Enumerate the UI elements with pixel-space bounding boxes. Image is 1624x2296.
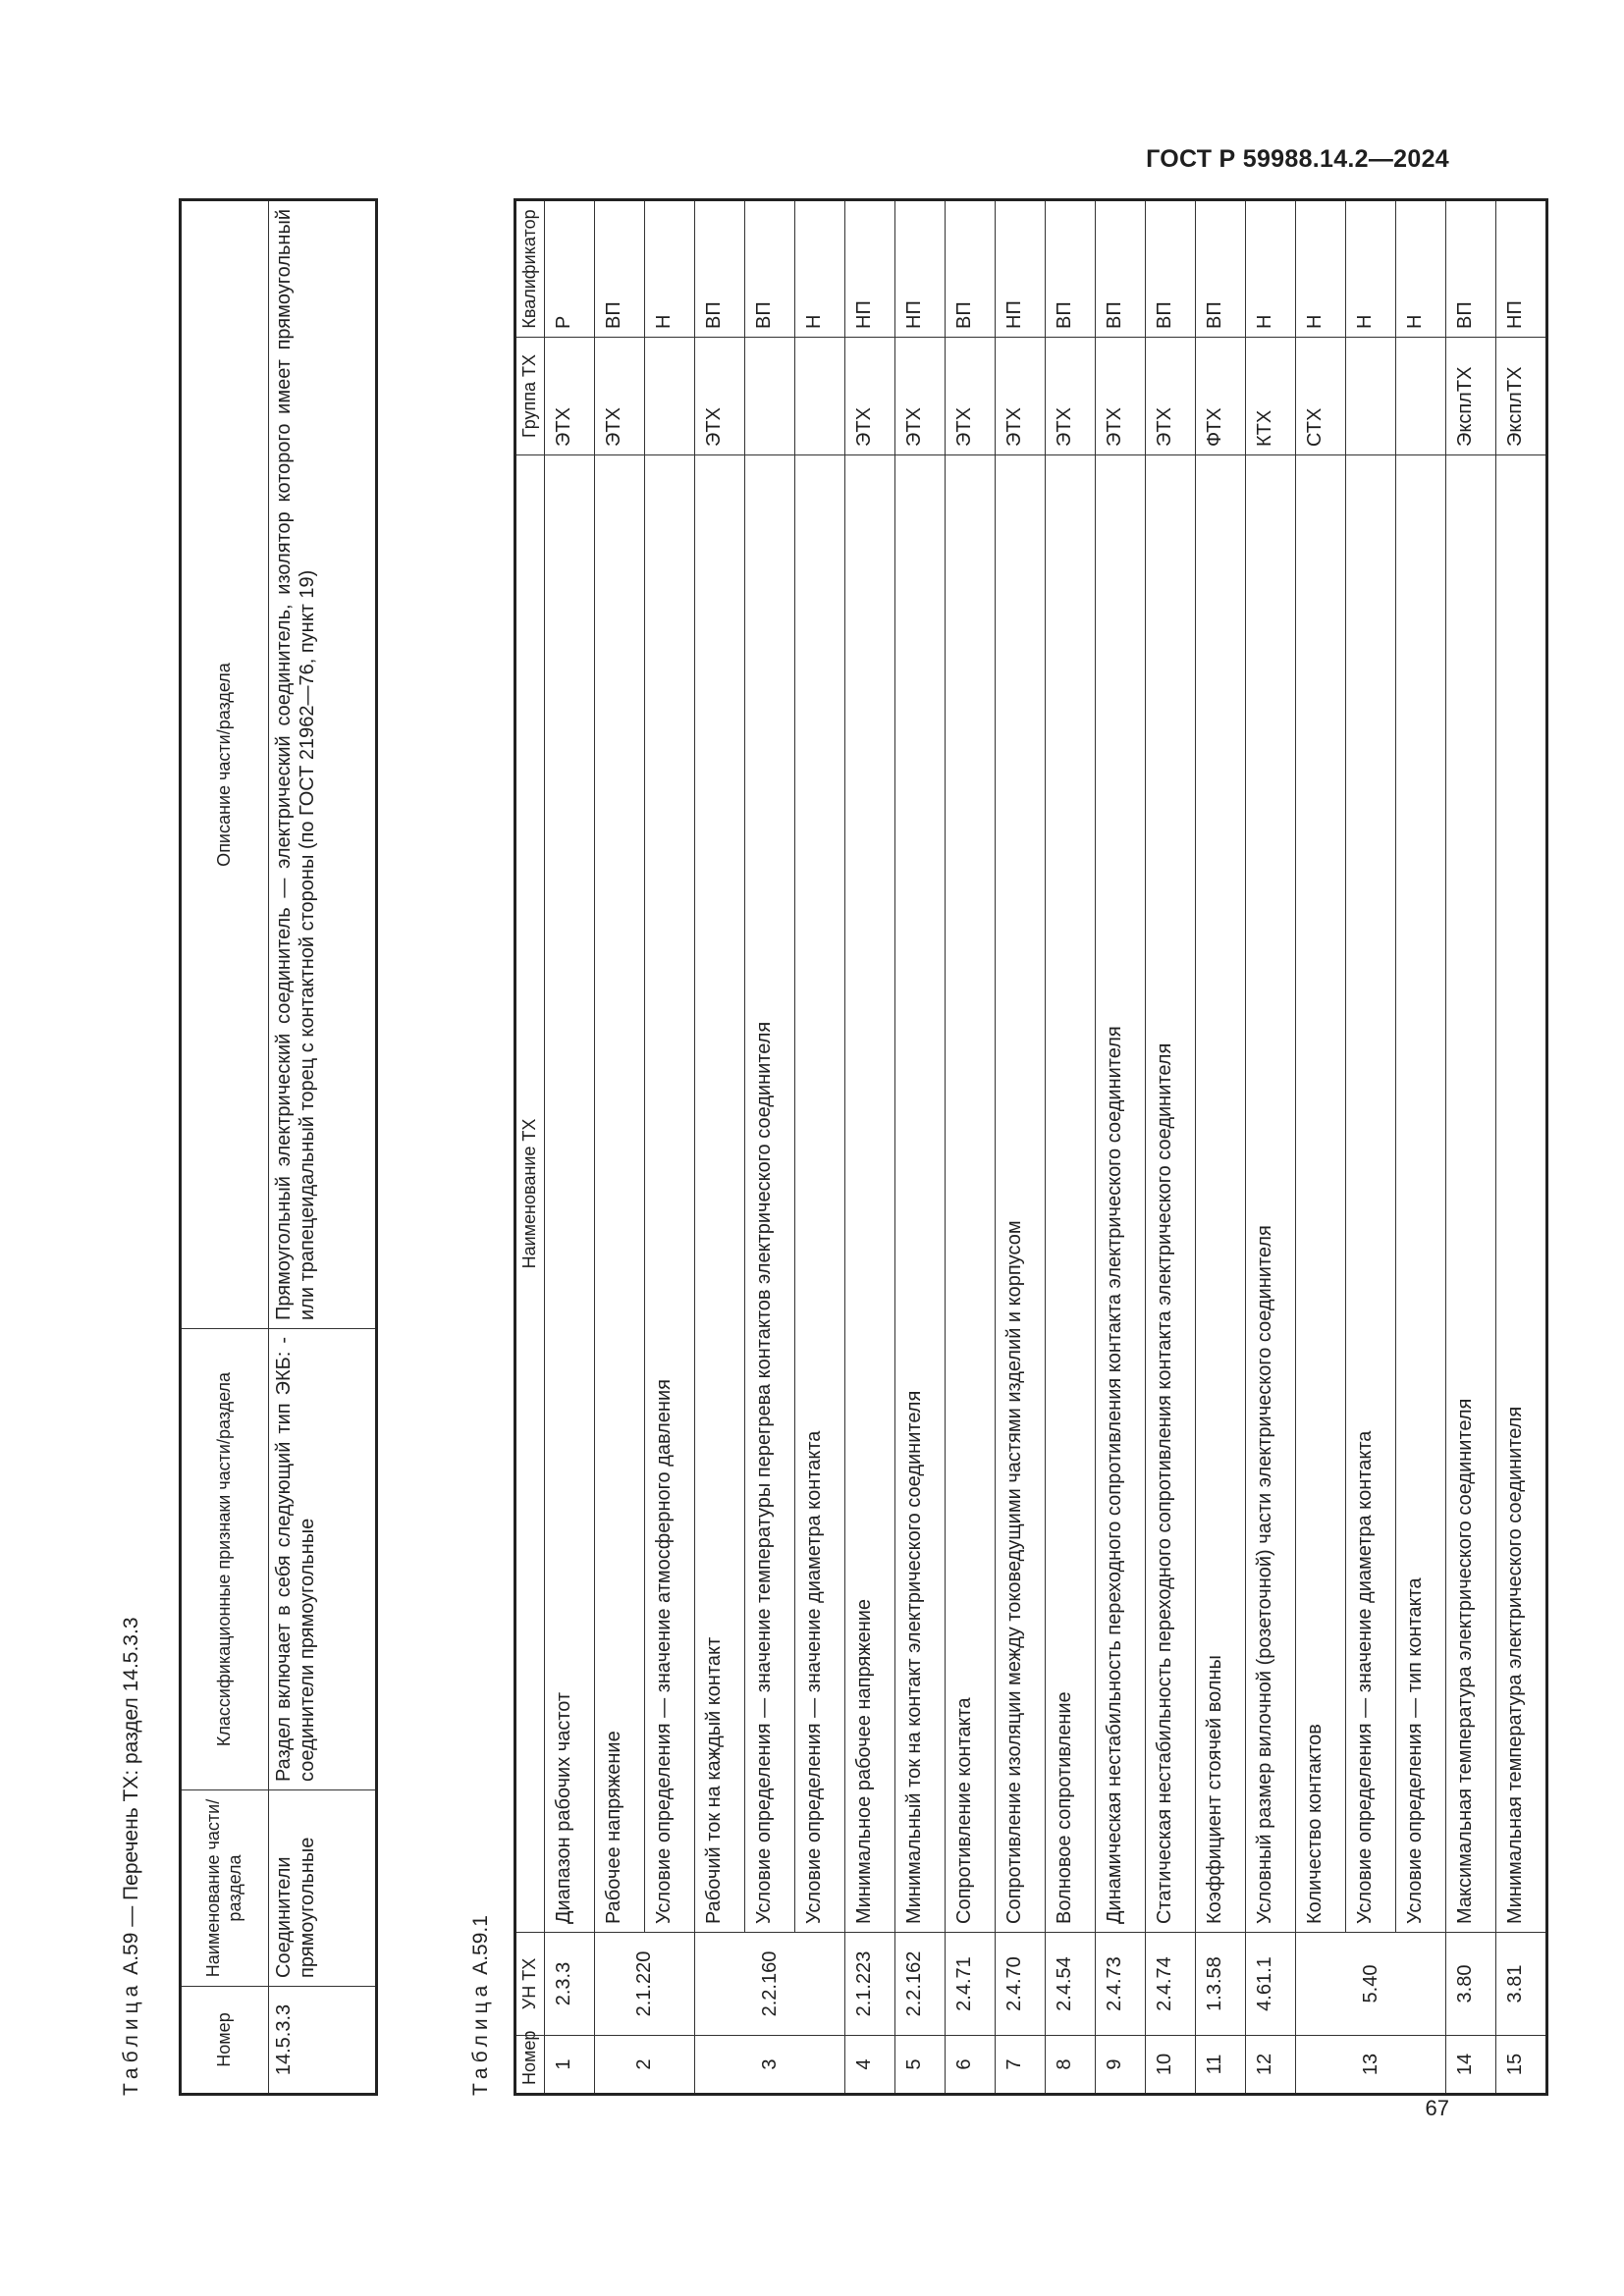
row-name: Коэффициент стоячей волны (1195, 455, 1245, 1933)
row-group (744, 338, 794, 455)
table-row (794, 200, 844, 2095)
row-code: 2.2.160 (694, 1933, 844, 2036)
row-number: 2 (594, 2036, 694, 2095)
row-group: ЭТХ (544, 338, 594, 455)
row-name: Максимальная температура электрического соединителя (1445, 455, 1495, 1933)
row-number: 13 (1295, 2036, 1445, 2095)
table-row (1145, 200, 1195, 2095)
row-group (1345, 338, 1395, 455)
row-number: 10 (1145, 2036, 1195, 2095)
row-number: 4 (844, 2036, 894, 2095)
row-qualifier: ВП (694, 200, 744, 338)
table-row (544, 200, 594, 2095)
page-number: 67 (1425, 2096, 1449, 2120)
table-a59 (179, 198, 378, 2096)
table-row (995, 200, 1045, 2095)
cell-description: Прямоугольный электрический соединитель — электрический соединитель, изолятор которого имеет прямоугольный или трапецеидальный торец с контактной стороны (по ГОСТ 21962—76, пункт 19) (269, 200, 377, 1329)
row-group: ФТХ (1195, 338, 1245, 455)
row-qualifier: Н (1245, 200, 1295, 338)
row-qualifier: Н (794, 200, 844, 338)
row-qualifier: Н (1345, 200, 1395, 338)
row-number: 11 (1195, 2036, 1245, 2095)
table-row (744, 200, 794, 2095)
row-number: 9 (1095, 2036, 1145, 2095)
row-name: Количество контактов (1295, 455, 1345, 1933)
table-row (1495, 200, 1546, 2095)
row-group: ЭТХ (1045, 338, 1095, 455)
row-group: КТХ (1245, 338, 1295, 455)
row-group: ЭксплТХ (1495, 338, 1546, 455)
row-number: 7 (995, 2036, 1045, 2095)
caption-prefix: Таблица (120, 1980, 142, 2096)
row-group: ЭТХ (1095, 338, 1145, 455)
row-group: ЭТХ (844, 338, 894, 455)
row-name: Минимальный ток на контакт электрического соединителя (894, 455, 945, 1933)
row-name: Условие определения — значение диаметра контакта (1345, 455, 1395, 1933)
table-row (1445, 200, 1495, 2095)
row-group (644, 338, 694, 455)
table-row (694, 200, 744, 2095)
table-row (1395, 200, 1445, 2095)
header-number: Номер (181, 1987, 269, 2095)
row-number: 14 (1445, 2036, 1495, 2095)
row-name: Условный размер вилочной (розеточной) части электрического соединителя (1245, 455, 1295, 1933)
row-qualifier: ВП (1445, 200, 1495, 338)
table-a59-1-header-row (515, 200, 545, 2095)
row-name: Минимальная температура электрического соединителя (1495, 455, 1546, 1933)
row-name: Рабочее напряжение (594, 455, 644, 1933)
row-name: Статическая нестабильность переходного сопротивления контакта электрического соединителя (1145, 455, 1195, 1933)
row-code: 2.2.162 (894, 1933, 945, 2036)
header-number: Номер (515, 2036, 545, 2095)
row-code: 4.61.1 (1245, 1933, 1295, 2036)
row-name: Сопротивление изоляции между токоведущими частями изделий и корпусом (995, 455, 1045, 1933)
row-code: 2.4.73 (1095, 1933, 1145, 2036)
row-group: ЭТХ (694, 338, 744, 455)
row-name: Условие определения — тип контакта (1395, 455, 1445, 1933)
row-code: 5.40 (1295, 1933, 1445, 2036)
row-qualifier: Н (1295, 200, 1345, 338)
row-group: ЭТХ (995, 338, 1045, 455)
row-qualifier: ВП (1195, 200, 1245, 338)
row-number: 6 (945, 2036, 995, 2095)
table-a59-row (269, 200, 377, 2095)
row-group: СТХ (1295, 338, 1345, 455)
row-number: 15 (1495, 2036, 1546, 2095)
row-group (794, 338, 844, 455)
row-name: Рабочий ток на каждый контакт (694, 455, 744, 1933)
row-number: 5 (894, 2036, 945, 2095)
table-row (1245, 200, 1295, 2095)
row-qualifier: НП (1495, 200, 1546, 338)
row-name: Волновое сопротивление (1045, 455, 1095, 1933)
row-qualifier: Н (644, 200, 694, 338)
row-qualifier: НП (894, 200, 945, 338)
cell-number: 14.5.3.3 (269, 1987, 377, 2095)
row-qualifier: НП (995, 200, 1045, 338)
standard-header: ГОСТ Р 59988.14.2—2024 (1146, 145, 1449, 173)
row-qualifier: ВП (1145, 200, 1195, 338)
row-group: ЭТХ (594, 338, 644, 455)
row-number: 12 (1245, 2036, 1295, 2095)
row-code: 1.3.58 (1195, 1933, 1245, 2036)
header-features: Классификационные признаки части/раздела (181, 1329, 269, 1790)
caption-text: А.59.1 (469, 1915, 492, 1975)
row-group (1395, 338, 1445, 455)
row-qualifier: Н (1395, 200, 1445, 338)
caption-prefix: Таблица (469, 1980, 492, 2096)
row-name: Диапазон рабочих частот (544, 455, 594, 1933)
table-row (844, 200, 894, 2095)
row-name: Условие определения — значение температуры перегрева контактов электрического соединителя (744, 455, 794, 1933)
header-description: Описание части/раздела (181, 200, 269, 1329)
table-a59-header-row (181, 200, 269, 2095)
rotated-page-content (108, 201, 1526, 2096)
header-name: Наименование ТХ (515, 455, 545, 1933)
row-code: 2.4.71 (945, 1933, 995, 2036)
table-row (644, 200, 694, 2095)
cell-features: Раздел включает в себя следующий тип ЭКБ: - соединители прямоугольные (269, 1329, 377, 1790)
row-code: 2.4.74 (1145, 1933, 1195, 2036)
row-name: Сопротивление контакта (945, 455, 995, 1933)
row-group: ЭТХ (894, 338, 945, 455)
table-row (945, 200, 995, 2095)
table-a59-caption (120, 1618, 143, 2097)
row-qualifier: НП (844, 200, 894, 338)
table-row (1295, 200, 1345, 2095)
row-qualifier: Р (544, 200, 594, 338)
header-part-name: Наименование части/раздела (181, 1790, 269, 1987)
row-name: Условие определения — значение диаметра контакта (794, 455, 844, 1933)
row-group: ЭТХ (945, 338, 995, 455)
table-a59-1-caption (469, 1915, 493, 2096)
table-row (594, 200, 644, 2095)
row-code: 2.1.223 (844, 1933, 894, 2036)
row-qualifier: ВП (1045, 200, 1095, 338)
row-number: 1 (544, 2036, 594, 2095)
row-qualifier: ВП (744, 200, 794, 338)
row-qualifier: ВП (945, 200, 995, 338)
row-qualifier: ВП (594, 200, 644, 338)
cell-part-name: Соединители прямоугольные (269, 1790, 377, 1987)
row-code: 2.4.70 (995, 1933, 1045, 2036)
row-group: ЭксплТХ (1445, 338, 1495, 455)
row-code: 2.1.220 (594, 1933, 694, 2036)
table-row (894, 200, 945, 2095)
table-row (1345, 200, 1395, 2095)
row-name: Динамическая нестабильность переходного сопротивления контакта электрического соединителя (1095, 455, 1145, 1933)
row-group: ЭТХ (1145, 338, 1195, 455)
row-code: 2.4.54 (1045, 1933, 1095, 2036)
row-code: 3.80 (1445, 1933, 1495, 2036)
table-row (1045, 200, 1095, 2095)
row-name: Минимальное рабочее напряжение (844, 455, 894, 1933)
row-number: 8 (1045, 2036, 1095, 2095)
row-code: 3.81 (1495, 1933, 1546, 2036)
header-code: УН ТХ (515, 1933, 545, 2036)
row-qualifier: ВП (1095, 200, 1145, 338)
row-number: 3 (694, 2036, 844, 2095)
table-a59-1 (514, 198, 1548, 2096)
row-name: Условие определения — значение атмосферного давления (644, 455, 694, 1933)
table-row (1095, 200, 1145, 2095)
caption-text: А.59 — Перечень ТХ: раздел 14.5.3.3 (120, 1617, 142, 1975)
table-row (1195, 200, 1245, 2095)
header-qualifier: Квалификатор (515, 200, 545, 338)
header-group: Группа ТХ (515, 338, 545, 455)
row-code: 2.3.3 (544, 1933, 594, 2036)
